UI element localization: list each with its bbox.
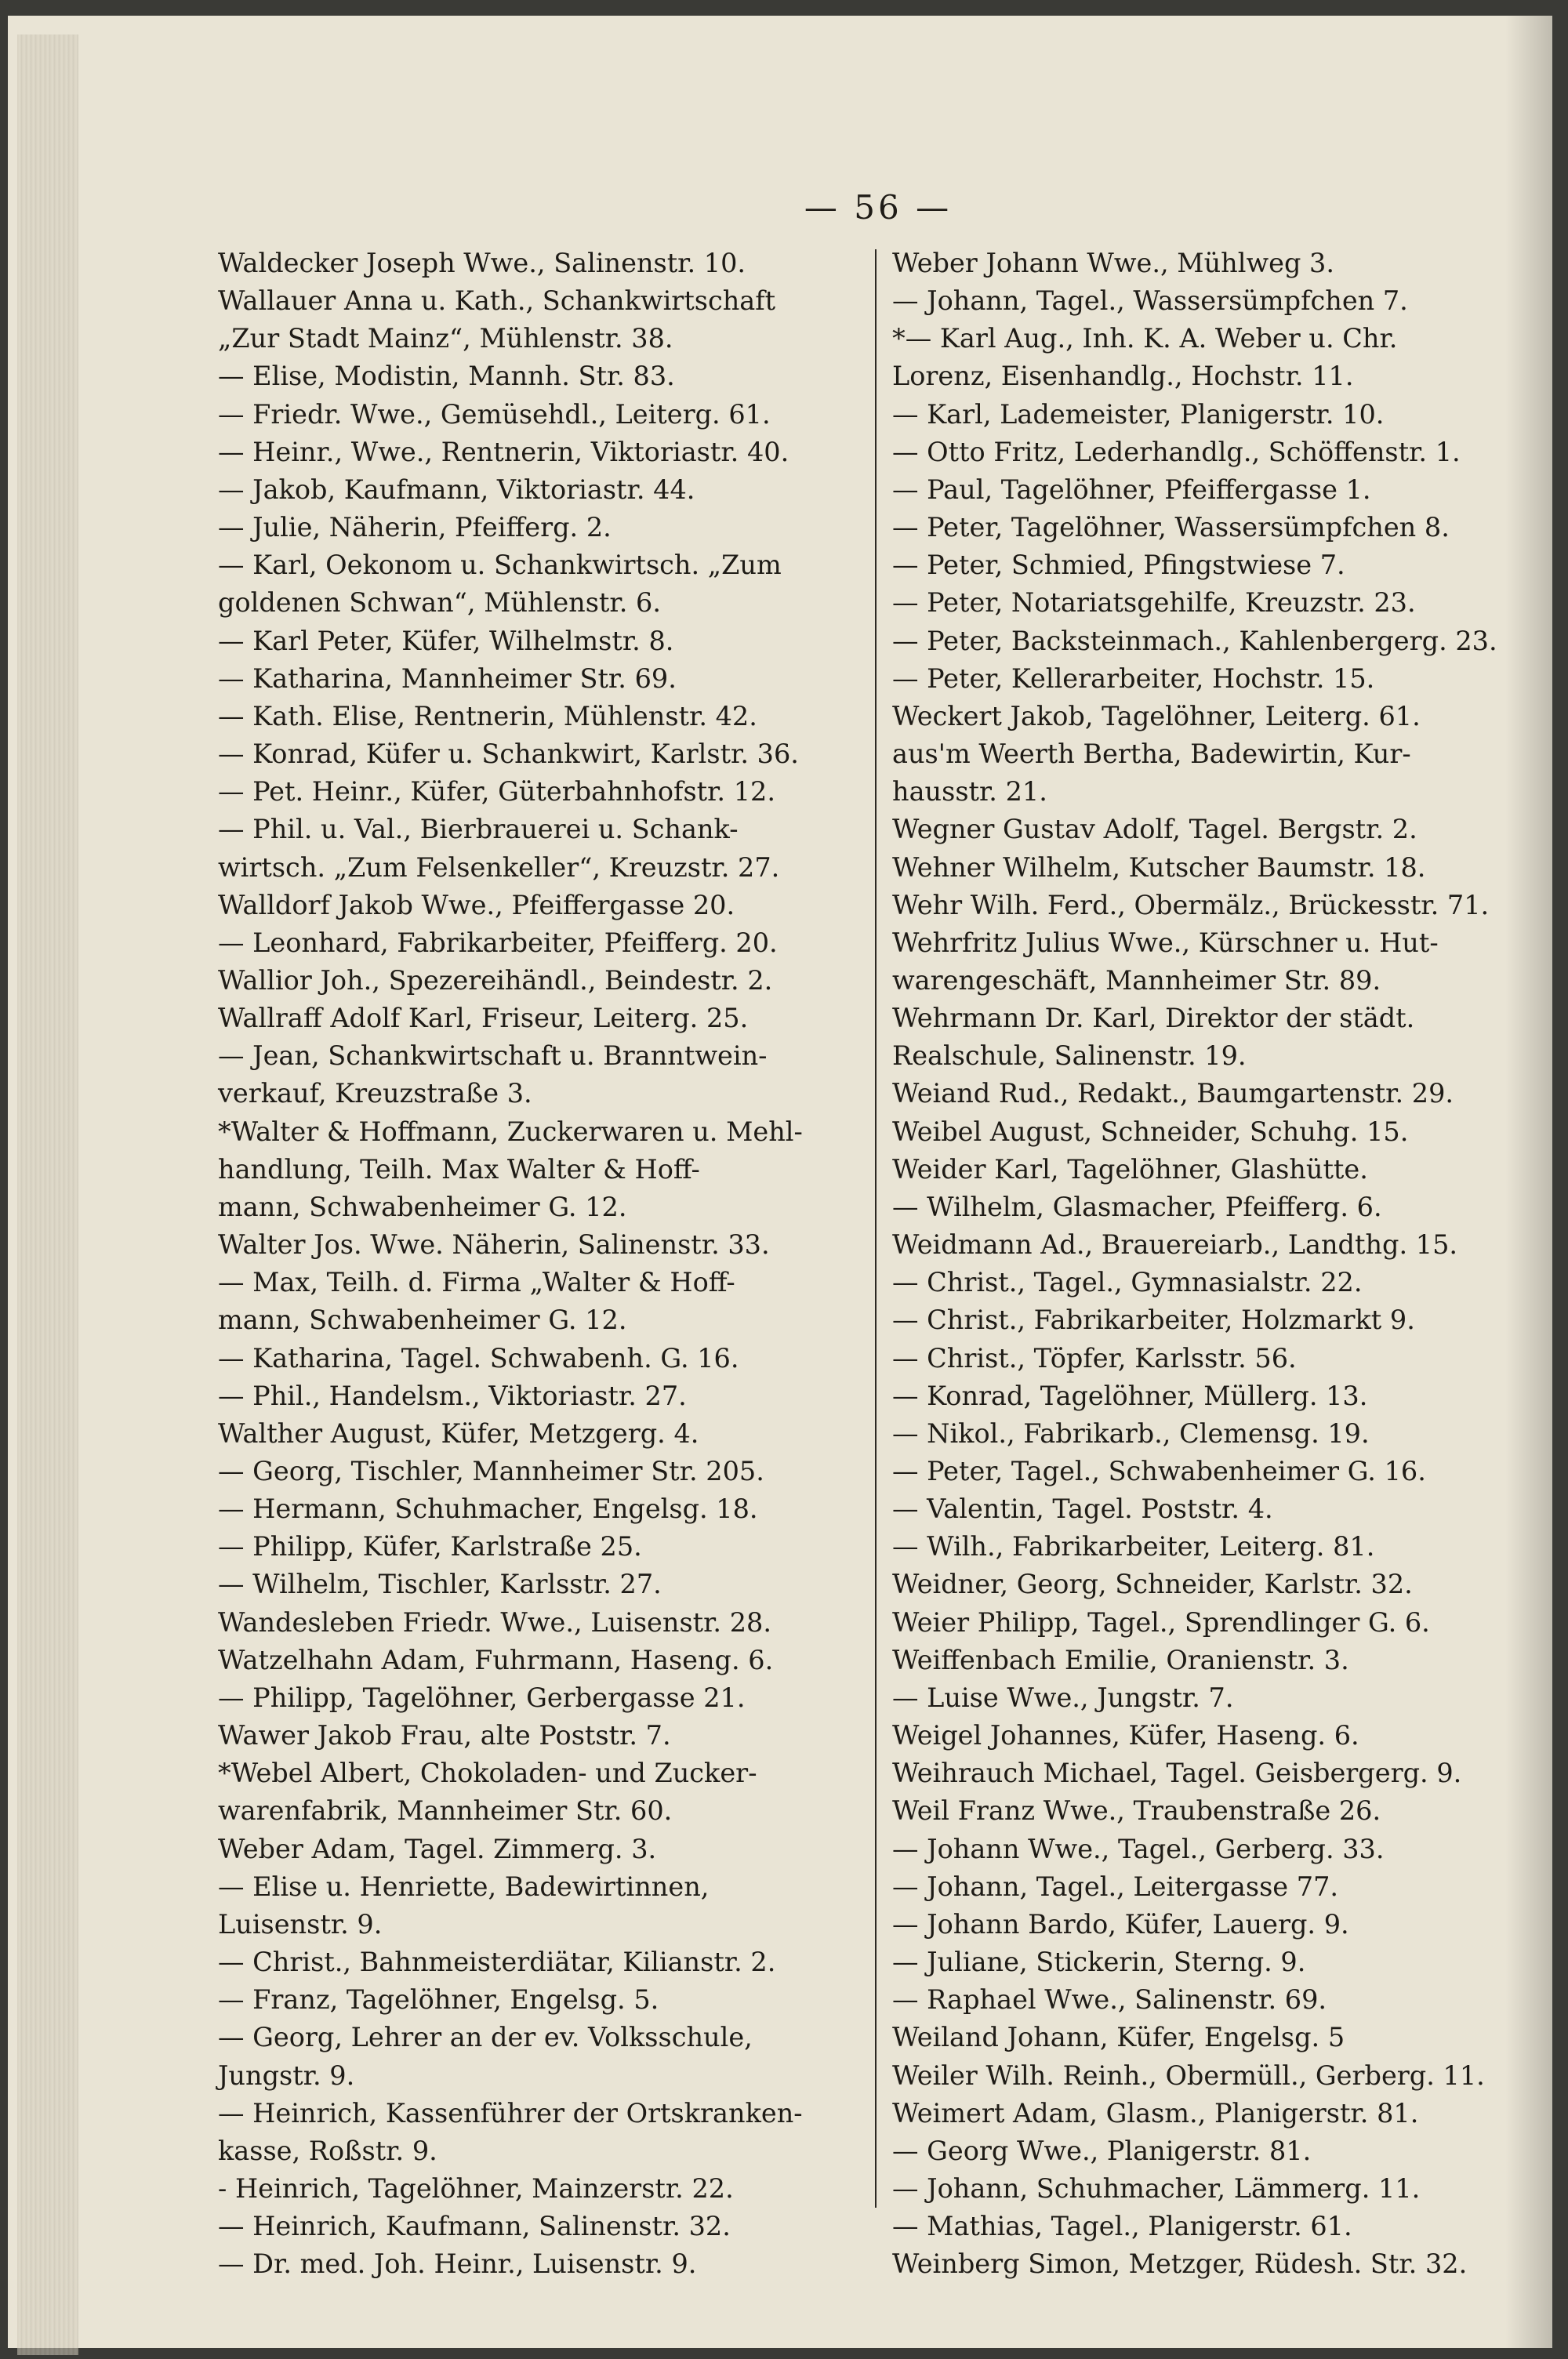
page-edge-stack [17, 34, 78, 2355]
directory-entry-line: Wehrmann Dr. Karl, Direktor der städt. [892, 1003, 1415, 1034]
directory-entry-line: — Luise Wwe., Jungstr. 7. [892, 1682, 1234, 1713]
directory-entry-line: — Dr. med. Joh. Heinr., Luisenstr. 9. [218, 2248, 697, 2280]
directory-entry-line: *Walter & Hoffmann, Zuckerwaren u. Mehl- [218, 1116, 803, 1147]
directory-entry-line: Lorenz, Eisenhandlg., Hochstr. 11. [892, 361, 1354, 392]
directory-entry-line: — Phil. u. Val., Bierbrauerei u. Schank- [218, 814, 739, 845]
directory-entry-line: — Juliane, Stickerin, Sterng. 9. [892, 1947, 1306, 1978]
directory-entry-line: Weiand Rud., Redakt., Baumgartenstr. 29. [892, 1078, 1454, 1109]
directory-entry-line: — Peter, Tagel., Schwabenheimer G. 16. [892, 1456, 1426, 1486]
directory-entry-line: Waldecker Joseph Wwe., Salinenstr. 10. [218, 248, 746, 278]
directory-entry-line: Weiler Wilh. Reinh., Obermüll., Gerberg. 11. [892, 2060, 1485, 2091]
directory-entry-line: — Peter, Backsteinmach., Kahlenbergerg. 23. [892, 625, 1497, 656]
directory-entry-line: warengeschäft, Mannheimer Str. 89. [892, 964, 1381, 996]
directory-entry-line: Wallraff Adolf Karl, Friseur, Leiterg. 25. [218, 1003, 749, 1034]
directory-entry-line: mann, Schwabenheimer G. 12. [218, 1305, 627, 1336]
directory-entry-line: Weidmann Ad., Brauereiarb., Landthg. 15. [892, 1229, 1458, 1261]
directory-entry-line: — Wilh., Fabrikarbeiter, Leiterg. 81. [892, 1531, 1375, 1562]
directory-entry-line: — Jakob, Kaufmann, Viktoriastr. 44. [218, 474, 695, 505]
directory-entry-line: Wallauer Anna u. Kath., Schankwirtschaft [218, 285, 776, 317]
directory-entry-line: Wandesleben Friedr. Wwe., Luisenstr. 28. [218, 1606, 772, 1638]
directory-entry-line: — Peter, Tagelöhner, Wassersümpfchen 8. [892, 512, 1450, 543]
directory-entry-line: — Christ., Tagel., Gymnasialstr. 22. [892, 1267, 1363, 1298]
directory-entry-line: — Mathias, Tagel., Planigerstr. 61. [892, 2211, 1352, 2242]
directory-entry-line: Weigel Johannes, Küfer, Haseng. 6. [892, 1720, 1359, 1751]
directory-entry-line: — Karl, Oekonom u. Schankwirtsch. „Zum [218, 550, 782, 581]
directory-entry-line: „Zur Stadt Mainz“, Mühlenstr. 38. [218, 323, 673, 354]
directory-entry-line: aus'm Weerth Bertha, Badewirtin, Kur- [892, 739, 1411, 770]
directory-entry-line: verkauf, Kreuzstraße 3. [218, 1078, 532, 1109]
directory-entry-line: — Valentin, Tagel. Poststr. 4. [892, 1493, 1273, 1525]
directory-entry-line: — Wilhelm, Tischler, Karlsstr. 27. [218, 1569, 662, 1600]
directory-entry-line: — Philipp, Küfer, Karlstraße 25. [218, 1531, 642, 1562]
directory-entry-line: Walther August, Küfer, Metzgerg. 4. [218, 1417, 699, 1449]
directory-entry-line: — Johann Wwe., Tagel., Gerberg. 33. [892, 1833, 1385, 1864]
directory-entry-line: Wegner Gustav Adolf, Tagel. Bergstr. 2. [892, 814, 1417, 845]
directory-entry-line: — Pet. Heinr., Küfer, Güterbahnhofstr. 12. [218, 776, 776, 808]
directory-entry-line: — Elise u. Henriette, Badewirtinnen, [218, 1871, 710, 1902]
directory-entry-line: Weider Karl, Tagelöhner, Glashütte. [892, 1153, 1368, 1185]
directory-entry-line: hausstr. 21. [892, 776, 1047, 808]
directory-entry-line: — Christ., Bahnmeisterdiätar, Kilianstr. 2. [218, 1947, 776, 1978]
directory-entry-line: Wawer Jakob Frau, alte Poststr. 7. [218, 1720, 671, 1751]
directory-entry-line: Weinberg Simon, Metzger, Rüdesh. Str. 32. [892, 2248, 1468, 2280]
directory-entry-line: Weihrauch Michael, Tagel. Geisbergerg. 9. [892, 1758, 1462, 1789]
directory-entry-line: — Paul, Tagelöhner, Pfeiffergasse 1. [892, 474, 1371, 505]
directory-entry-line: — Katharina, Tagel. Schwabenh. G. 16. [218, 1342, 739, 1374]
directory-entry-line: — Peter, Kellerarbeiter, Hochstr. 15. [892, 662, 1375, 694]
directory-entry-line: Weier Philipp, Tagel., Sprendlinger G. 6. [892, 1606, 1430, 1638]
directory-entry-line: goldenen Schwan“, Mühlenstr. 6. [218, 587, 661, 619]
directory-entry-line: wirtsch. „Zum Felsenkeller“, Kreuzstr. 27. [218, 851, 780, 883]
directory-entry-line: Wehr Wilh. Ferd., Obermälz., Brückesstr. 71. [892, 889, 1490, 920]
page-number: — 56 — [804, 188, 953, 227]
directory-entry-line: Weimert Adam, Glasm., Planigerstr. 81. [892, 2097, 1419, 2129]
directory-entry-line: — Christ., Fabrikarbeiter, Holzmarkt 9. [892, 1305, 1415, 1336]
directory-entry-line: - Heinrich, Tagelöhner, Mainzerstr. 22. [218, 2172, 734, 2204]
directory-entry-line: — Heinr., Wwe., Rentnerin, Viktoriastr. 40. [218, 436, 789, 467]
directory-entry-line: — Jean, Schankwirtschaft u. Branntwein- [218, 1040, 768, 1072]
directory-entry-line: Walldorf Jakob Wwe., Pfeiffergasse 20. [218, 889, 735, 920]
directory-entry-line: Weckert Jakob, Tagelöhner, Leiterg. 61. [892, 700, 1421, 731]
document-page [8, 16, 1552, 2348]
directory-entry-line: — Friedr. Wwe., Gemüsehdl., Leiterg. 61. [218, 398, 771, 430]
directory-entry-line: handlung, Teilh. Max Walter & Hoff- [218, 1153, 700, 1185]
directory-entry-line: Wallior Joh., Spezereihändl., Beindestr. 2. [218, 964, 773, 996]
directory-entry-line: Realschule, Salinenstr. 19. [892, 1040, 1247, 1072]
directory-entry-line: Jungstr. 9. [218, 2060, 355, 2091]
right-column [892, 245, 1551, 2283]
directory-entry-line: — Kath. Elise, Rentnerin, Mühlenstr. 42. [218, 700, 757, 731]
directory-entry-line: — Georg Wwe., Planigerstr. 81. [892, 2135, 1312, 2166]
directory-entry-line: — Johann Bardo, Küfer, Lauerg. 9. [892, 1908, 1349, 1940]
directory-entry-line: — Christ., Töpfer, Karlsstr. 56. [892, 1342, 1297, 1374]
directory-entry-line: *Webel Albert, Chokoladen- und Zucker- [218, 1758, 757, 1789]
directory-entry-line: — Konrad, Küfer u. Schankwirt, Karlstr. 36. [218, 739, 799, 770]
directory-entry-line: Watzelhahn Adam, Fuhrmann, Haseng. 6. [218, 1644, 774, 1675]
directory-entry-line: Walter Jos. Wwe. Näherin, Salinenstr. 33. [218, 1229, 770, 1261]
directory-entry-line: Weiffenbach Emilie, Oranienstr. 3. [892, 1644, 1349, 1675]
directory-entry-line: — Peter, Notariatsgehilfe, Kreuzstr. 23. [892, 587, 1416, 619]
directory-entry-line: — Konrad, Tagelöhner, Müllerg. 13. [892, 1380, 1368, 1411]
directory-entry-line: — Philipp, Tagelöhner, Gerbergasse 21. [218, 1682, 746, 1713]
directory-entry-line: — Franz, Tagelöhner, Engelsg. 5. [218, 1984, 659, 2016]
directory-entry-line: kasse, Roßstr. 9. [218, 2135, 437, 2166]
directory-entry-line: Wehrfritz Julius Wwe., Kürschner u. Hut- [892, 927, 1439, 958]
directory-entry-line: — Elise, Modistin, Mannh. Str. 83. [218, 361, 675, 392]
directory-entry-line: Luisenstr. 9. [218, 1908, 383, 1940]
directory-entry-line: — Otto Fritz, Lederhandlg., Schöffenstr. 1. [892, 436, 1461, 467]
directory-entry-line: — Karl, Lademeister, Planigerstr. 10. [892, 398, 1385, 430]
directory-entry-line: — Johann, Schuhmacher, Lämmerg. 11. [892, 2172, 1421, 2204]
directory-entry-line: mann, Schwabenheimer G. 12. [218, 1191, 627, 1222]
directory-entry-line: warenfabrik, Mannheimer Str. 60. [218, 1795, 673, 1827]
directory-entry-line: — Julie, Näherin, Pfeifferg. 2. [218, 512, 612, 543]
directory-entry-line: — Karl Peter, Küfer, Wilhelmstr. 8. [218, 625, 674, 656]
directory-entry-line: — Phil., Handelsm., Viktoriastr. 27. [218, 1380, 687, 1411]
directory-entry-line: — Johann, Tagel., Leitergasse 77. [892, 1871, 1339, 1902]
directory-entry-line: *— Karl Aug., Inh. K. A. Weber u. Chr. [892, 323, 1398, 354]
directory-entry-line: — Georg, Tischler, Mannheimer Str. 205. [218, 1456, 764, 1486]
directory-entry-line: — Peter, Schmied, Pfingstwiese 7. [892, 550, 1345, 581]
directory-entry-line: Wehner Wilhelm, Kutscher Baumstr. 18. [892, 851, 1426, 883]
directory-entry-line: — Georg, Lehrer an der ev. Volksschule, [218, 2022, 753, 2053]
directory-entry-line: — Leonhard, Fabrikarbeiter, Pfeifferg. 20. [218, 927, 778, 958]
directory-entry-line: — Katharina, Mannheimer Str. 69. [218, 662, 677, 694]
directory-entry-line: — Heinrich, Kassenführer der Ortskranken- [218, 2097, 803, 2129]
directory-entry-line: Weber Adam, Tagel. Zimmerg. 3. [218, 1833, 657, 1864]
directory-entry-line: Weber Johann Wwe., Mühlweg 3. [892, 248, 1335, 278]
directory-entry-line: — Wilhelm, Glasmacher, Pfeifferg. 6. [892, 1191, 1382, 1222]
directory-entry-line: — Nikol., Fabrikarb., Clemensg. 19. [892, 1417, 1370, 1449]
column-divider [875, 249, 877, 2208]
directory-entry-line: Weidner, Georg, Schneider, Karlstr. 32. [892, 1569, 1413, 1600]
left-column [218, 245, 869, 2283]
directory-entry-line: Weibel August, Schneider, Schuhg. 15. [892, 1116, 1409, 1147]
directory-entry-line: — Hermann, Schuhmacher, Engelsg. 18. [218, 1493, 758, 1525]
directory-entry-line: Weiland Johann, Küfer, Engelsg. 5 [892, 2022, 1345, 2053]
directory-entry-line: — Raphael Wwe., Salinenstr. 69. [892, 1984, 1327, 2016]
directory-entry-line: Weil Franz Wwe., Traubenstraße 26. [892, 1795, 1381, 1827]
directory-entry-line: — Johann, Tagel., Wassersümpfchen 7. [892, 285, 1408, 317]
directory-entry-line: — Heinrich, Kaufmann, Salinenstr. 32. [218, 2211, 731, 2242]
directory-entry-line: — Max, Teilh. d. Firma „Walter & Hoff- [218, 1267, 735, 1298]
